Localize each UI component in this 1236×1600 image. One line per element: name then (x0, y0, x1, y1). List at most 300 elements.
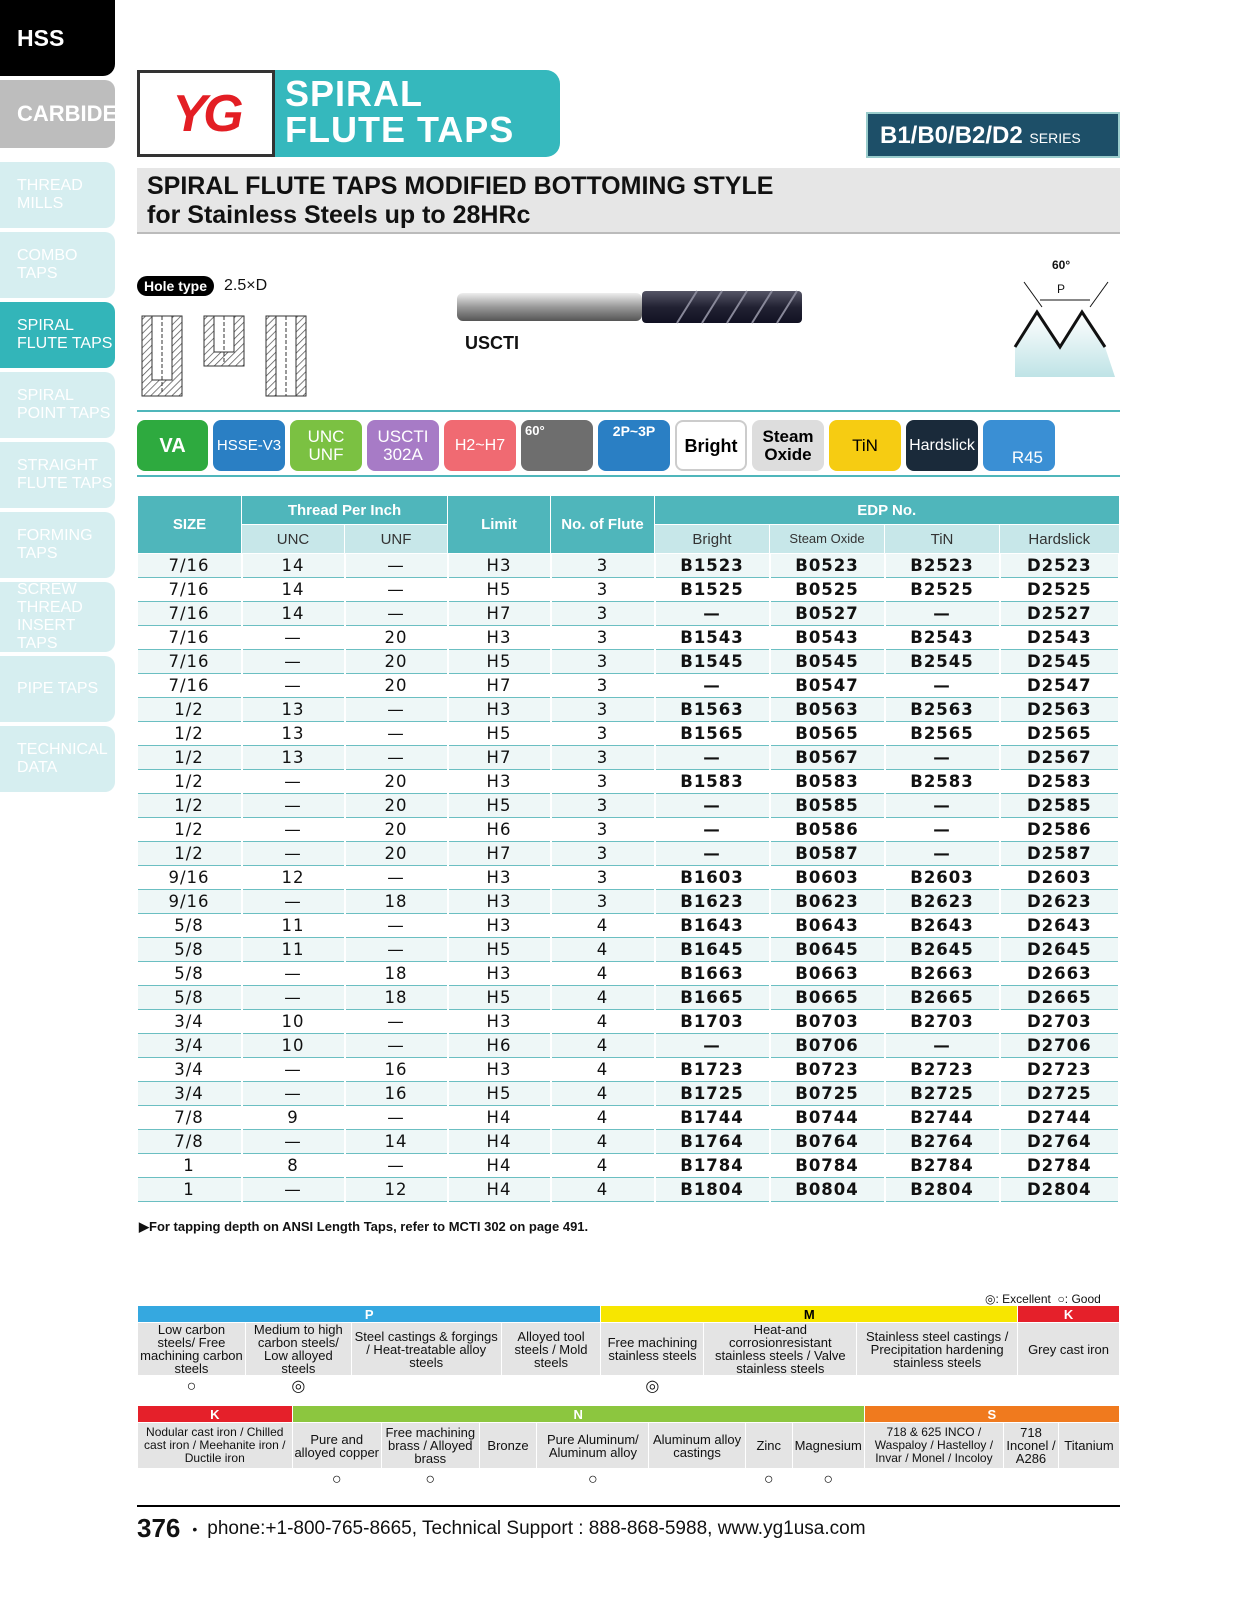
table-cell: — (242, 794, 345, 818)
table-row (138, 914, 1120, 938)
table-cell: B0565 (770, 722, 885, 746)
table-cell: — (242, 1082, 345, 1106)
table-cell: B0663 (770, 962, 885, 986)
table-cell: 7/8 (138, 1106, 242, 1130)
table-cell: B1543 (655, 626, 770, 650)
table-cell: B2804 (885, 1178, 1000, 1202)
table-cell: — (345, 698, 448, 722)
table-cell: B0645 (770, 938, 885, 962)
table-cell: B1545 (655, 650, 770, 674)
table-cell: B1665 (655, 986, 770, 1010)
page-number: 376 (137, 1513, 181, 1543)
table-cell: D2744 (1000, 1106, 1120, 1130)
material-rating (704, 1376, 857, 1398)
material-rating (864, 1469, 1003, 1491)
material-desc: Aluminum alloy castings (649, 1423, 746, 1469)
tab-label: PIPE TAPS (17, 680, 99, 697)
table-cell: H5 (448, 938, 551, 962)
table-cell: D2665 (1000, 986, 1120, 1010)
tab-pipe-taps[interactable] (0, 656, 115, 722)
table-cell: B1764 (655, 1130, 770, 1154)
table-cell: 20 (345, 770, 448, 794)
table-cell: — (242, 890, 345, 914)
table-cell: B1645 (655, 938, 770, 962)
table-cell: — (242, 962, 345, 986)
table-row (138, 1106, 1120, 1130)
table-cell: B1525 (655, 578, 770, 602)
tab-label: SPIRAL FLUTE TAPS (17, 317, 113, 352)
material-desc: Steel castings & forgings / Heat-treatable alloy steels (351, 1323, 501, 1376)
table-cell: D2523 (1000, 554, 1120, 578)
table-cell: B1804 (655, 1178, 770, 1202)
table-cell: B0643 (770, 914, 885, 938)
col-bright: Bright (655, 525, 770, 554)
tab-spiral-point-taps[interactable] (0, 372, 115, 438)
material-rating: ○ (138, 1376, 246, 1398)
table-cell: 13 (242, 722, 345, 746)
pitch-label: P (1057, 282, 1066, 296)
table-cell: 13 (242, 698, 345, 722)
material-rating: ○ (792, 1469, 864, 1491)
icon-label: 302A (383, 444, 423, 464)
table-cell: B1623 (655, 890, 770, 914)
table-cell: B1703 (655, 1010, 770, 1034)
table-cell: — (345, 602, 448, 626)
table-row (138, 1058, 1120, 1082)
material-desc: Medium to high carbon steels/ Low alloyed steels (245, 1323, 351, 1376)
table-cell: 12 (242, 866, 345, 890)
table-cell: B1643 (655, 914, 770, 938)
table-cell: B2565 (885, 722, 1000, 746)
table-cell: 9/16 (138, 866, 242, 890)
tab-carbide[interactable] (0, 80, 118, 148)
footnote: ▶For tapping depth on ANSI Length Taps, refer to MCTI 302 on page 491. (139, 1219, 589, 1234)
table-cell: 3 (551, 842, 655, 866)
icon-label: R45 (1011, 448, 1043, 467)
icon-label: Hardslick (909, 436, 975, 454)
table-cell: D2645 (1000, 938, 1120, 962)
hardslick-coating-icon (906, 420, 978, 471)
material-rating (1058, 1469, 1119, 1491)
tab-combo-taps[interactable] (0, 232, 115, 298)
material-rating: ○ (745, 1469, 792, 1491)
table-cell: — (655, 602, 770, 626)
material-rating (1004, 1469, 1059, 1491)
footer-dot: • (192, 1520, 198, 1537)
tab-label: STRAIGHT FLUTE TAPS (17, 457, 113, 492)
table-cell: B0723 (770, 1058, 885, 1082)
table-cell: — (655, 842, 770, 866)
tab-screw-thread-insert-taps[interactable] (0, 582, 115, 652)
table-cell: B0563 (770, 698, 885, 722)
product-table (137, 495, 1120, 1202)
table-cell: B2703 (885, 1010, 1000, 1034)
limit-h2-h7-icon (444, 420, 516, 471)
table-cell: — (345, 866, 448, 890)
contact-info[interactable]: phone:+1-800-765-8665, Technical Support : 888-868-5988, www.yg1usa.com (207, 1517, 866, 1539)
table-cell: H3 (448, 866, 551, 890)
icon-label: H2~H7 (454, 436, 506, 454)
table-cell: 3/4 (138, 1058, 242, 1082)
title-line1: SPIRAL (285, 73, 424, 114)
table-cell: — (885, 842, 1000, 866)
page-subtitle (137, 168, 1120, 234)
table-cell: B0527 (770, 602, 885, 626)
table-row (138, 1034, 1120, 1058)
table-cell: 14 (345, 1130, 448, 1154)
table-cell: 3 (551, 650, 655, 674)
table-cell: B2603 (885, 866, 1000, 890)
tap-tool-image (457, 285, 807, 330)
bright-coating-icon (675, 420, 747, 471)
table-cell: — (242, 674, 345, 698)
table-row (138, 842, 1120, 866)
table-row (138, 1178, 1120, 1202)
good-icon: ○ (1054, 1292, 1065, 1306)
material-rating: ○ (537, 1469, 649, 1491)
material-rating (479, 1469, 537, 1491)
material-desc: Free machining brass / Alloyed brass (381, 1423, 479, 1469)
table-cell: H5 (448, 650, 551, 674)
table-cell: — (655, 794, 770, 818)
table-row (138, 746, 1120, 770)
table-cell: — (345, 578, 448, 602)
table-row (138, 866, 1120, 890)
material-table-2 (137, 1405, 1120, 1491)
table-cell: D2525 (1000, 578, 1120, 602)
table-cell: B0545 (770, 650, 885, 674)
icon-label: TiN (852, 435, 878, 455)
table-cell: — (885, 794, 1000, 818)
table-cell: 4 (551, 938, 655, 962)
table-cell: — (655, 746, 770, 770)
table-cell: B0744 (770, 1106, 885, 1130)
table-cell: D2723 (1000, 1058, 1120, 1082)
table-cell: 20 (345, 674, 448, 698)
table-row (138, 722, 1120, 746)
table-cell: B0585 (770, 794, 885, 818)
table-cell: D2583 (1000, 770, 1120, 794)
table-cell: 1 (138, 1154, 242, 1178)
table-cell: 4 (551, 1058, 655, 1082)
table-row (138, 674, 1120, 698)
col-steam-oxide: Steam Oxide (770, 525, 885, 554)
table-cell: 9/16 (138, 890, 242, 914)
material-desc: Grey cast iron (1018, 1323, 1120, 1376)
icon-label: UNF (308, 444, 344, 464)
tab-hss-label: HSS (17, 25, 65, 51)
table-cell: 1/2 (138, 842, 242, 866)
table-cell: 5/8 (138, 938, 242, 962)
table-cell: 20 (345, 818, 448, 842)
table-cell: H6 (448, 1034, 551, 1058)
table-cell: 11 (242, 938, 345, 962)
tab-forming-taps[interactable] (0, 512, 115, 578)
table-cell: 3 (551, 602, 655, 626)
table-cell: D2567 (1000, 746, 1120, 770)
table-cell: B2643 (885, 914, 1000, 938)
table-cell: 8 (242, 1154, 345, 1178)
hole-diagrams-icon (140, 314, 310, 400)
tab-carbide-label: CARBIDE (17, 101, 118, 126)
tab-thread-mills[interactable] (0, 162, 115, 228)
table-cell: B0725 (770, 1082, 885, 1106)
material-desc: Free machining stainless steels (601, 1323, 704, 1376)
table-row (138, 602, 1120, 626)
table-cell: — (885, 602, 1000, 626)
table-cell: 3 (551, 890, 655, 914)
material-desc: Low carbon steels/ Free machining carbon steels (138, 1323, 246, 1376)
table-cell: H5 (448, 1082, 551, 1106)
table-cell: — (345, 914, 448, 938)
table-cell: 7/16 (138, 602, 242, 626)
table-row (138, 1010, 1120, 1034)
table-cell: — (345, 1106, 448, 1130)
material-rating (351, 1376, 501, 1398)
table-cell: D2563 (1000, 698, 1120, 722)
table-cell: H3 (448, 626, 551, 650)
table-cell: 1/2 (138, 794, 242, 818)
table-cell: — (655, 818, 770, 842)
table-cell: H3 (448, 1010, 551, 1034)
table-cell: B2583 (885, 770, 1000, 794)
icon-label: UNC (307, 426, 345, 446)
table-cell: B1784 (655, 1154, 770, 1178)
material-table-1 (137, 1305, 1120, 1398)
table-cell: D2706 (1000, 1034, 1120, 1058)
icon-label: Oxide (764, 444, 812, 464)
table-cell: 4 (551, 1130, 655, 1154)
table-cell: 3/4 (138, 1034, 242, 1058)
col-unf: UNF (345, 525, 448, 554)
table-cell: 4 (551, 1154, 655, 1178)
table-cell: H3 (448, 962, 551, 986)
table-cell: D2623 (1000, 890, 1120, 914)
material-rating: ○ (292, 1469, 381, 1491)
divider (137, 410, 1120, 412)
icon-label: USCTI (377, 426, 429, 446)
tab-label: THREAD MILLS (17, 177, 83, 212)
table-cell: D2586 (1000, 818, 1120, 842)
table-cell: 14 (242, 578, 345, 602)
table-cell: 16 (345, 1082, 448, 1106)
table-cell: 10 (242, 1010, 345, 1034)
table-cell: D2603 (1000, 866, 1120, 890)
table-cell: D2643 (1000, 914, 1120, 938)
tab-technical-data[interactable] (0, 726, 115, 792)
table-cell: 1/2 (138, 746, 242, 770)
table-cell: 4 (551, 1178, 655, 1202)
table-cell: 7/8 (138, 1130, 242, 1154)
table-cell: B0764 (770, 1130, 885, 1154)
material-rating (857, 1376, 1018, 1398)
material-rating (649, 1469, 746, 1491)
series-badge (866, 112, 1120, 158)
angle-60-icon (521, 420, 593, 471)
table-cell: B2545 (885, 650, 1000, 674)
table-cell: 3/4 (138, 1010, 242, 1034)
table-cell: 3 (551, 554, 655, 578)
table-cell: B2665 (885, 986, 1000, 1010)
table-cell: H7 (448, 746, 551, 770)
table-cell: H3 (448, 770, 551, 794)
table-cell: 12 (345, 1178, 448, 1202)
icon-label: 60° (525, 423, 545, 438)
table-cell: 18 (345, 962, 448, 986)
table-cell: 4 (551, 962, 655, 986)
material-desc: Heat-and corrosionresistant stainless steels / Valve stainless steels (704, 1323, 857, 1376)
table-cell: B0784 (770, 1154, 885, 1178)
col-edp: EDP No. (655, 496, 1120, 525)
material-rating (1018, 1376, 1120, 1398)
table-cell: B2784 (885, 1154, 1000, 1178)
table-cell: 1/2 (138, 698, 242, 722)
section-title (275, 70, 560, 157)
table-cell: 10 (242, 1034, 345, 1058)
subtitle-line1: SPIRAL FLUTE TAPS MODIFIED BOTTOMING STYLE (147, 172, 774, 200)
table-cell: D2547 (1000, 674, 1120, 698)
table-cell: 20 (345, 626, 448, 650)
table-cell: — (655, 674, 770, 698)
excellent-icon: ◎ (985, 1292, 996, 1306)
table-cell: B0586 (770, 818, 885, 842)
table-cell: 20 (345, 842, 448, 866)
material-desc: Bronze (479, 1423, 537, 1469)
table-cell: 4 (551, 986, 655, 1010)
table-cell: B2764 (885, 1130, 1000, 1154)
table-cell: — (345, 1034, 448, 1058)
table-row (138, 770, 1120, 794)
table-cell: 3 (551, 794, 655, 818)
thread-profile-icon (1010, 272, 1120, 382)
material-desc: 718 Inconel / A286 (1004, 1423, 1059, 1469)
table-cell: H3 (448, 698, 551, 722)
group-k2: K (138, 1406, 293, 1423)
table-cell: B1583 (655, 770, 770, 794)
table-cell: 7/16 (138, 674, 242, 698)
table-cell: D2527 (1000, 602, 1120, 626)
table-cell: — (242, 842, 345, 866)
table-row (138, 818, 1120, 842)
table-cell: B0665 (770, 986, 885, 1010)
table-row (138, 890, 1120, 914)
table-row (138, 962, 1120, 986)
icon-label: Steam (762, 426, 814, 446)
icon-label: 2P~3P (612, 423, 656, 439)
table-cell: 7/16 (138, 650, 242, 674)
table-cell: B0703 (770, 1010, 885, 1034)
hsse-icon (213, 420, 285, 471)
table-cell: B0543 (770, 626, 885, 650)
table-cell: B2523 (885, 554, 1000, 578)
table-cell: D2764 (1000, 1130, 1120, 1154)
col-tin: TiN (885, 525, 1000, 554)
material-desc: Titanium (1058, 1423, 1119, 1469)
table-row (138, 1154, 1120, 1178)
table-cell: 11 (242, 914, 345, 938)
table-cell: — (345, 722, 448, 746)
table-cell: B2543 (885, 626, 1000, 650)
tab-label: FORMING TAPS (17, 527, 93, 562)
table-cell: — (242, 770, 345, 794)
material-desc: Stainless steel castings / Precipitation hardening stainless steels (857, 1323, 1018, 1376)
table-cell: B1563 (655, 698, 770, 722)
material-rating: ◎ (601, 1376, 704, 1398)
col-limit: Limit (448, 496, 551, 554)
table-cell: — (242, 1178, 345, 1202)
table-row (138, 1082, 1120, 1106)
legend-good: : Good (1064, 1292, 1101, 1306)
table-cell: H5 (448, 986, 551, 1010)
table-cell: — (242, 986, 345, 1010)
table-cell: H4 (448, 1178, 551, 1202)
table-cell: D2565 (1000, 722, 1120, 746)
table-cell: — (242, 818, 345, 842)
table-row (138, 650, 1120, 674)
tab-label: COMBO TAPS (17, 247, 78, 282)
table-cell: H7 (448, 674, 551, 698)
group-p: P (138, 1306, 601, 1323)
material-desc: 718 & 625 INCO / Waspaloy / Hastelloy / Invar / Monel / Incoloy (864, 1423, 1003, 1469)
material-desc: Zinc (745, 1423, 792, 1469)
table-cell: — (242, 1130, 345, 1154)
table-cell: 3 (551, 866, 655, 890)
table-cell: B1744 (655, 1106, 770, 1130)
table-cell: H7 (448, 842, 551, 866)
material-desc: Alloyed tool steels / Mold steels (501, 1323, 601, 1376)
table-cell: D2703 (1000, 1010, 1120, 1034)
group-n: N (292, 1406, 864, 1423)
table-row (138, 1130, 1120, 1154)
table-cell: — (345, 1010, 448, 1034)
table-cell: H5 (448, 722, 551, 746)
table-row (138, 794, 1120, 818)
tab-label: SCREW THREAD INSERT TAPS (17, 581, 83, 652)
tab-spiral-flute-taps[interactable] (0, 302, 115, 368)
table-cell: D2804 (1000, 1178, 1120, 1202)
table-cell: H5 (448, 794, 551, 818)
material-rating (501, 1376, 601, 1398)
tab-straight-flute-taps[interactable] (0, 442, 115, 508)
table-cell: 4 (551, 914, 655, 938)
table-cell: 3 (551, 722, 655, 746)
table-cell: 3 (551, 698, 655, 722)
table-cell: B2563 (885, 698, 1000, 722)
table-cell: D2543 (1000, 626, 1120, 650)
table-cell: D2725 (1000, 1082, 1120, 1106)
r45-icon (983, 420, 1055, 471)
table-cell: B2744 (885, 1106, 1000, 1130)
tab-label: SPIRAL POINT TAPS (17, 387, 111, 422)
table-cell: 5/8 (138, 962, 242, 986)
material-rating: ◎ (245, 1376, 351, 1398)
table-cell: B0804 (770, 1178, 885, 1202)
table-cell: B1725 (655, 1082, 770, 1106)
table-cell: 7/16 (138, 578, 242, 602)
table-cell: 3/4 (138, 1082, 242, 1106)
icon-label: Bright (684, 435, 738, 456)
uscti-302a-icon (367, 420, 439, 471)
table-cell: H7 (448, 602, 551, 626)
title-line2: FLUTE TAPS (285, 109, 515, 150)
col-hardslick: Hardslick (1000, 525, 1120, 554)
table-cell: B0587 (770, 842, 885, 866)
material-desc: Magnesium (792, 1423, 864, 1469)
table-cell: 4 (551, 1106, 655, 1130)
tab-hss[interactable] (0, 0, 115, 76)
table-cell: B0523 (770, 554, 885, 578)
table-cell: H4 (448, 1106, 551, 1130)
